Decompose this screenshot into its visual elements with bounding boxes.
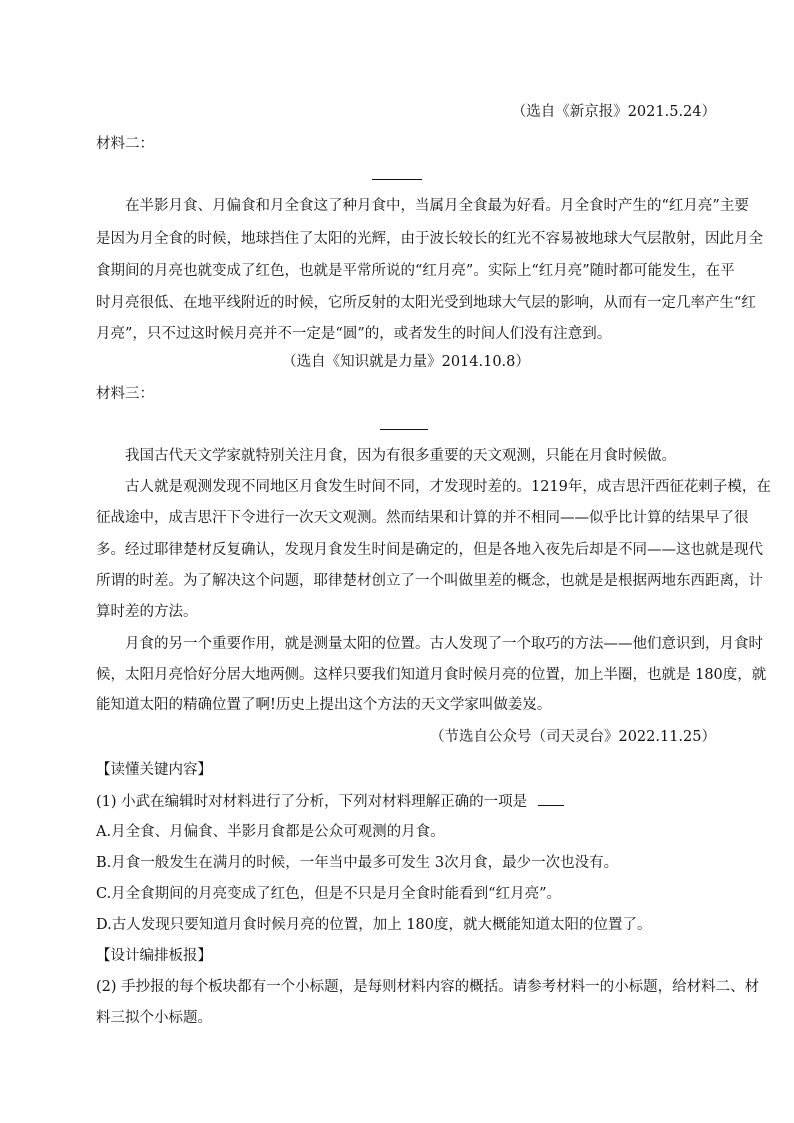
option-c: C.月全食期间的月亮变成了红色，但是不只是月全食时能看到“红月亮”。 bbox=[96, 886, 562, 902]
material-3-para-line: 候，太阳月亮恰好分居大地两侧。这样只要我们知道月食时候月亮的位置，加上半圈，也就是 180度，就 bbox=[96, 667, 767, 683]
question-2-line: 料三拟个小标题。 bbox=[96, 1010, 212, 1026]
material-2-para-line: 月亮”，只不过这时候月亮并不一定是“圆”的，或者发生的时间人们没有注意到。 bbox=[96, 326, 612, 342]
material-3-para-line: 古人就是观测发现不同地区月食发生时间不同，才发现时差的。1219年，成吉思汗西征花剌子模，在 bbox=[125, 479, 771, 495]
question-2-line: (2) 手抄报的每个板块都有一个小标题，是每则材料内容的概括。请参考材料一的小标题，给材料二、材 bbox=[96, 979, 760, 995]
section-heading: 【读懂关键内容】 bbox=[96, 762, 212, 778]
material-3-para-line: 算时差的方法。 bbox=[96, 604, 198, 620]
material-3-title-blank bbox=[380, 429, 428, 430]
source-citation-1: （选自《新京报》2021.5.24） bbox=[511, 104, 716, 120]
material-2-para-line: 时月亮很低、在地平线附近的时候，它所反射的太阳光受到地球大气层的影响，从而有一定几率产生“红 bbox=[96, 295, 756, 311]
option-a: A.月全食、月偏食、半影月食都是公众可观测的月食。 bbox=[96, 824, 445, 840]
material-3-para-line: 征战途中，成吉思汗下令进行一次天文观测。然而结果和计算的并不相同——似乎比计算的结果早了很 bbox=[96, 510, 749, 526]
section-heading: 【设计编排板报】 bbox=[96, 948, 212, 964]
source-citation-3: （节选自公众号（司天灵台》2022.11.25） bbox=[429, 729, 716, 745]
answer-blank bbox=[538, 791, 564, 806]
source-citation-2: （选自《知识就是力量》2014.10.8） bbox=[282, 354, 530, 370]
material-2-title-blank bbox=[372, 179, 422, 180]
material-3-para-line: 我国古代天文学家就特别关注月食，因为有很多重要的天文观测，只能在月食时候做。 bbox=[125, 448, 676, 464]
question-1-text: (1) 小武在编辑时对材料进行了分析，下列对材料理解正确的一项是 bbox=[96, 794, 528, 810]
material-3-label: 材料三： bbox=[96, 386, 154, 402]
material-3-para-line: 所谓的时差。为了解决这个问题，耶律楚材创立了一个叫做里差的概念，也就是是根据两地东西距离，计 bbox=[96, 573, 763, 589]
option-d: D.古人发现只要知道月食时候月亮的位置，加上 180度，就大概能知道太阳的位置了。 bbox=[96, 917, 652, 933]
material-3-para-line: 能知道太阳的精确位置了啊!历史上提出这个方法的天文学家叫做姜岌。 bbox=[96, 697, 552, 713]
material-2-para-line: 在半影月食、月偏食和月全食这了种月食中，当属月全食最为好看。月全食时产生的“红月亮”主要 bbox=[125, 198, 749, 214]
material-2-para-line: 食期间的月亮也就变成了红色，也就是平常所说的“红月亮”。实际上“红月亮”随时都可能发生，在平 bbox=[96, 263, 735, 279]
material-3-para-line: 月食的另一个重要作用，就是测量太阳的位置。古人发现了一个取巧的方法——他们意识到，月食时 bbox=[125, 636, 763, 652]
material-2-label: 材料二： bbox=[96, 136, 154, 152]
material-2-para-line: 是因为月全食的时候，地球挡住了太阳的光辉，由于波长较长的红光不容易被地球大气层散射，因此月全 bbox=[96, 231, 763, 247]
option-b: B.月食一般发生在满月的时候，一年当中最多可发生 3次月食，最少一次也没有。 bbox=[96, 855, 619, 871]
question-1-stem bbox=[96, 791, 716, 812]
material-3-para-line: 多。经过耶律楚材反复确认，发现月食发生时间是确定的，但是各地入夜先后却是不同——这也就是现代 bbox=[96, 542, 763, 558]
